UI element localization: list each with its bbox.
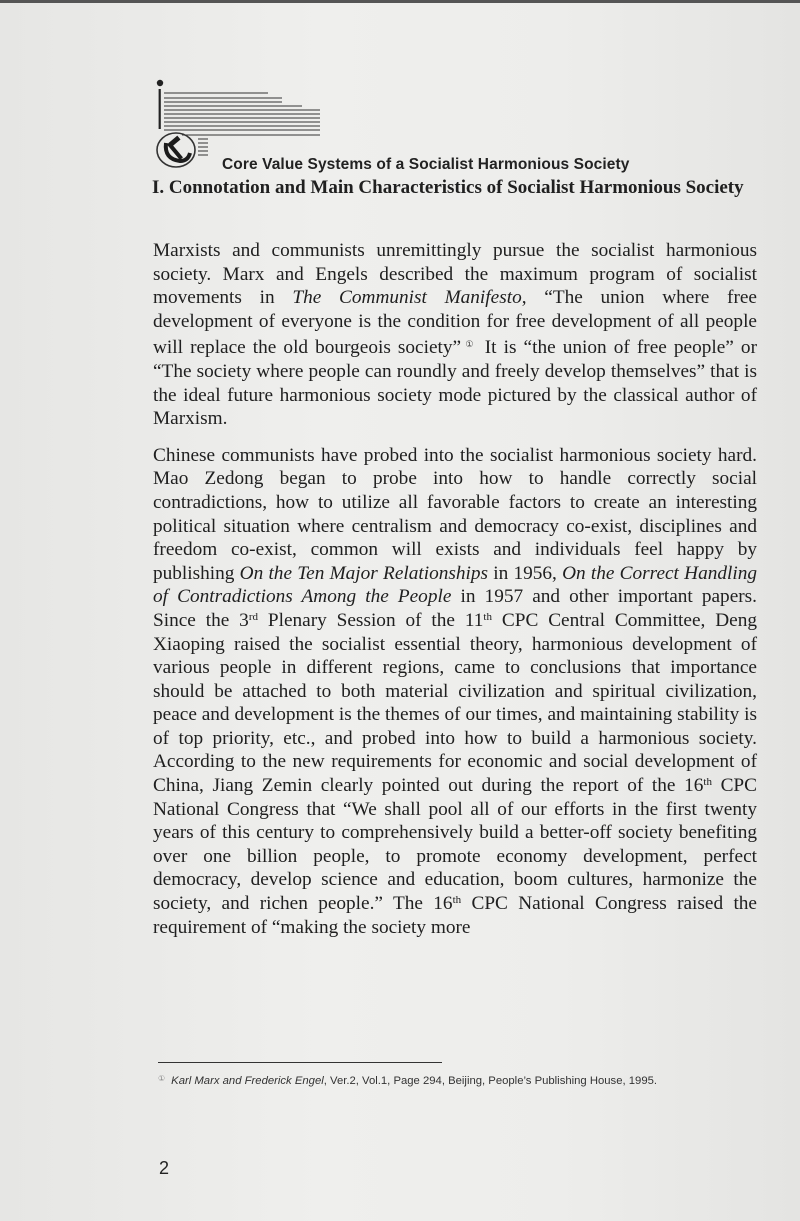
paragraph-2-part-c: in 1957 and other important papers. Since the 3 — [153, 586, 757, 631]
book-title-ten-major-relationships: On the Ten Major Relationships — [239, 562, 489, 584]
paragraph-1-part-a: Marxists and communists unremittingly pursue the socialist harmonious society. Marx and Engels described the maximum program of socialist movements in — [153, 240, 757, 309]
body-text — [153, 239, 757, 952]
paragraph-2 — [153, 444, 757, 939]
ordinal-suffix: th — [452, 894, 462, 907]
footnote-marker: ① — [158, 1074, 166, 1083]
ordinal-suffix: th — [703, 776, 712, 789]
page-number: 2 — [159, 1158, 170, 1178]
paragraph-2-part-e: CPC Central Committee, Deng Xiaoping raised the socialist essential theory, harmonious development of various people in different regions, came to conclusions that importance should be attached to both material civilization and spiritual civilization, peace and development is the themes of our times, and maintaining stability is of top priority, etc., and probed into how to build a harmonious society. According to the new requirements for economic and social development of China, Jiang Zemin clearly pointed out during the report of the 16 — [153, 609, 757, 797]
paragraph-1-part-b: , “The union where free development of everyone is the condition for free development of all people will replace the old bourgeois society” — [153, 287, 757, 359]
book-title-correct-handling: On the Correct Handling of Contradictions Among the People — [153, 562, 757, 608]
section-title: I. Connotation and Main Characteristics of Socialist Harmonious Society — [152, 177, 744, 198]
footnote-reference[interactable]: ① — [463, 339, 476, 350]
footnote-divider — [158, 1062, 442, 1063]
header-decoration-lines — [164, 93, 320, 135]
book-title-communist-manifesto: The Communist Manifesto — [292, 287, 522, 309]
document-page — [0, 3, 800, 1221]
footnote — [158, 1074, 758, 1087]
footnote-citation: , Ver.2, Vol.1, Page 294, Beijing, People’s Publishing House, 1995. — [323, 1075, 658, 1087]
paragraph-1-part-c: It is “the union of free people” or “The society where people can roundly and freely develop themselves” that is the ideal future harmonious society mode pictured by the classical author of Marxism. — [153, 337, 757, 430]
paragraph-1 — [153, 239, 757, 431]
hammer-sickle-emblem-icon — [157, 133, 208, 167]
paragraph-2-part-g: CPC National Congress raised the requirement of “making the society more — [153, 893, 757, 938]
paragraph-2-part-a: Chinese communists have probed into the socialist harmonious society hard. Mao Zedong began to probe into how to handle correctly social contradictions, how to utilize all favorable factors to create an interesting political situation where centralism and democracy co-exist, disciplines and freedom co-exist, common will exists and individuals feel happy by publishing — [153, 444, 757, 584]
running-head: Core Value Systems of a Socialist Harmonious Society — [222, 156, 630, 173]
paragraph-2-part-b: in 1956, — [488, 562, 563, 584]
ordinal-suffix: th — [483, 610, 492, 623]
footnote-author: Karl Marx and Frederick Engel — [171, 1075, 324, 1087]
ordinal-suffix: rd — [248, 610, 258, 623]
paragraph-2-part-d: Plenary Session of the 11 — [257, 609, 484, 631]
paragraph-2-part-f: CPC National Congress that “We shall pool all of our efforts in the first twenty years of this century to comprehensively build a better-off society benefiting over one billion people, to promote economy development, perfect democracy, develop science and education, boom cultures, harmonize the society, and richen people.” The 16 — [153, 775, 758, 915]
